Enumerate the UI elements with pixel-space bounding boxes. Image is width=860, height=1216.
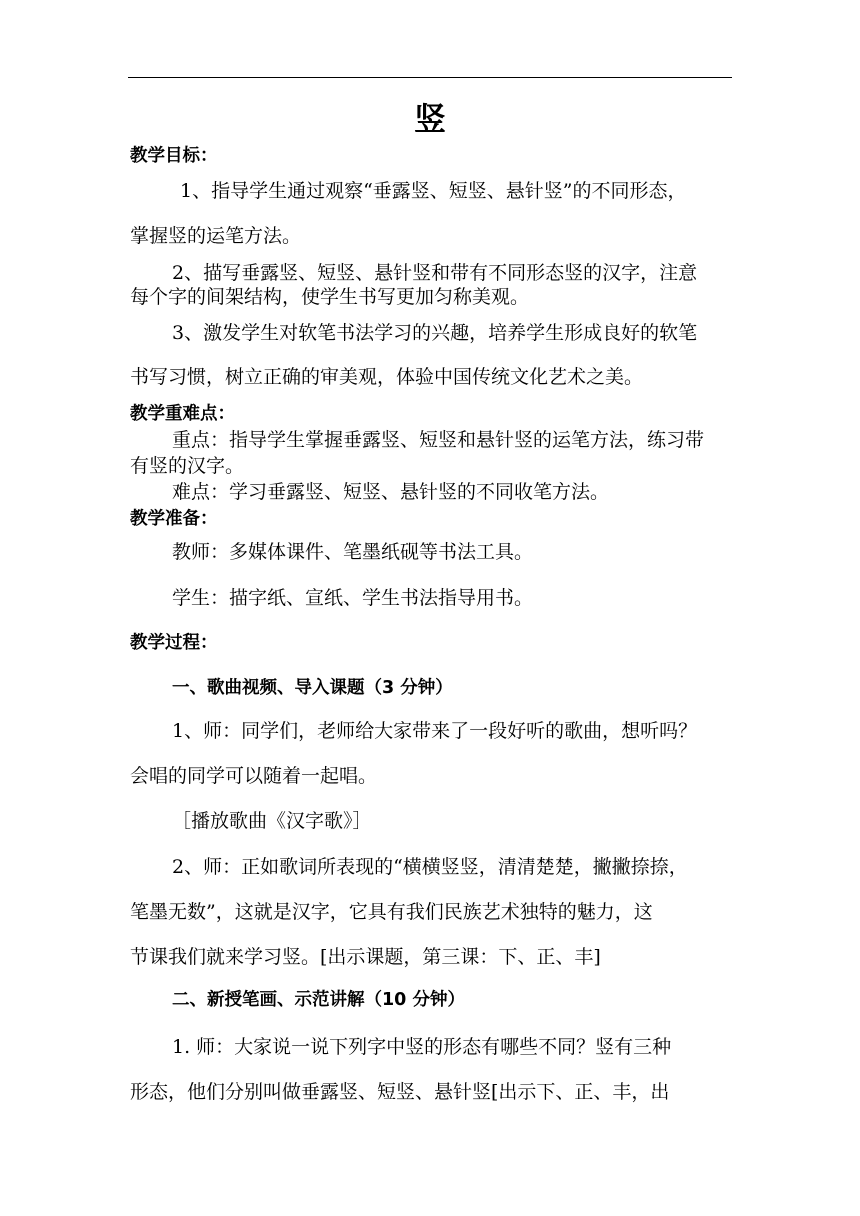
section-1-title: 一、歌曲视频、导入课题（3 分钟） bbox=[172, 678, 453, 698]
objectives-heading: 教学目标： bbox=[130, 146, 218, 166]
section-2-p1-line-2: 形态，他们分别叫做垂露竖、短竖、悬针竖[出示下、正、丰，出 bbox=[130, 1081, 670, 1103]
section-1-p2-line-2: 笔墨无数”，这就是汉字，它具有我们民族艺术独特的魅力，这 bbox=[130, 901, 653, 923]
section-2-p1-line-1: 1. 师：大家说一说下列字中竖的形态有哪些不同？竖有三种 bbox=[172, 1036, 672, 1058]
key-points-heading: 教学重难点： bbox=[130, 404, 235, 424]
preparation-student: 学生：描字纸、宣纸、学生书法指导用书。 bbox=[172, 587, 534, 609]
preparation-heading: 教学准备： bbox=[130, 509, 218, 529]
document-title: 竖 bbox=[413, 100, 446, 138]
objective-3-line-2: 书写习惯，树立正确的审美观，体验中国传统文化艺术之美。 bbox=[130, 366, 644, 388]
focus-line-2: 有竖的汉字。 bbox=[130, 455, 245, 477]
preparation-teacher: 教师：多媒体课件、笔墨纸砚等书法工具。 bbox=[172, 541, 534, 563]
objective-2-line-2: 每个字的间架结构，使学生书写更加匀称美观。 bbox=[130, 286, 530, 308]
section-2-title: 二、新授笔画、示范讲解（10 分钟） bbox=[172, 990, 465, 1010]
objective-3-line-1: 3、激发学生对软笔书法学习的兴趣，培养学生形成良好的软笔 bbox=[172, 322, 698, 344]
focus-line-1: 重点：指导学生掌握垂露竖、短竖和悬针竖的运笔方法，练习带 bbox=[172, 429, 705, 451]
process-heading: 教学过程： bbox=[130, 633, 218, 653]
section-1-p1-line-1: 1、师：同学们，老师给大家带来了一段好听的歌曲，想听吗？ bbox=[172, 720, 698, 742]
section-1-note: ［播放歌曲《汉字歌》］ bbox=[172, 810, 372, 832]
objective-2-line-1: 2、描写垂露竖、短竖、悬针竖和带有不同形态竖的汉字，注意 bbox=[172, 262, 698, 284]
section-1-p2-line-3: 节课我们就来学习竖。[出示课题，第三课：下、正、丰] bbox=[130, 946, 601, 968]
difficulty-line: 难点：学习垂露竖、短竖、悬针竖的不同收笔方法。 bbox=[172, 481, 610, 503]
header-rule bbox=[128, 77, 732, 78]
objective-1-line-2: 掌握竖的运笔方法。 bbox=[130, 225, 302, 247]
section-1-p2-line-1: 2、师：正如歌词所表现的“横横竖竖，清清楚楚，撇撇捺捺， bbox=[172, 856, 688, 878]
objective-1-line-1: 1、指导学生通过观察“垂露竖、短竖、悬针竖”的不同形态， bbox=[180, 180, 687, 202]
section-1-p1-line-2: 会唱的同学可以随着一起唱。 bbox=[130, 765, 378, 787]
